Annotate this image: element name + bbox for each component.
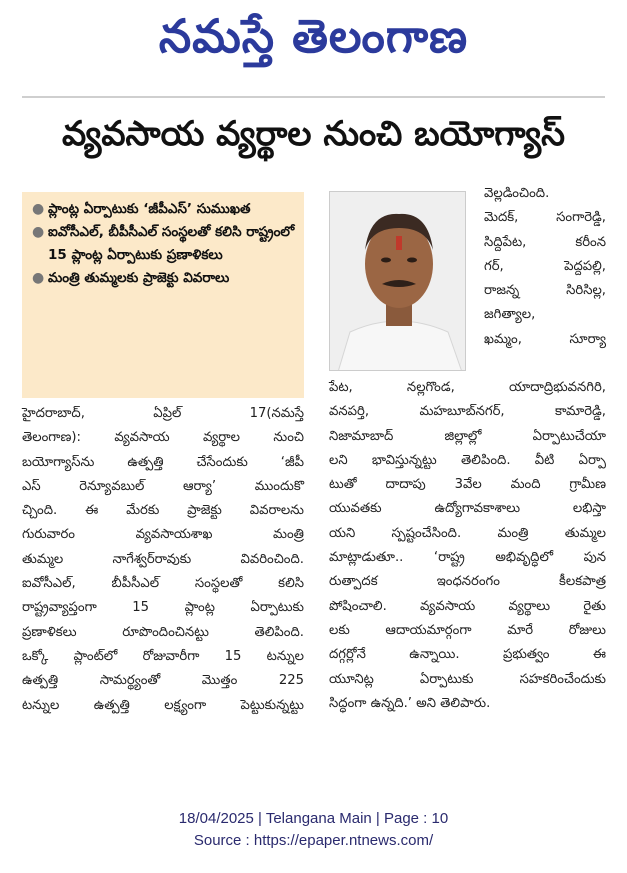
text-line: ఐవోసీఎల్, బీపీసీఎల్ సంస్థలతో కలిసి bbox=[22, 576, 304, 592]
text-line: మాట్లాడుతూ.. ‘రాష్ట్ర అభివృద్ధిలో పున bbox=[329, 550, 606, 566]
text-line: పేట, నల్లగొండ, యాదాద్రిభువనగిరి, bbox=[329, 380, 606, 395]
text-line: మెదక్, సంగారెడ్డి, bbox=[484, 210, 606, 226]
text-line: పోషించాలి. వ్యవసాయ వ్యర్థాలు రైతు bbox=[329, 598, 606, 614]
article-headline: వ్యవసాయ వ్యర్థాల నుంచి బయోగ్యాస్ bbox=[62, 114, 565, 154]
text-line: రుత్పాదక ఇంధనరంగం కీలకపాత్ర bbox=[329, 574, 606, 590]
text-line: రాజన్న సిరిసిల్ల, bbox=[484, 283, 606, 299]
article-column-right bbox=[329, 376, 606, 716]
footer-source: Source : https://epaper.ntnews.com/ bbox=[193, 832, 434, 849]
text-line: హైదరాబాద్, ఏప్రిల్ 17(నమస్తే bbox=[22, 406, 304, 421]
article-column-left bbox=[22, 402, 304, 718]
text-line: చ్చింది. ఈ మేరకు ప్రాజెక్టు వివరాలను bbox=[22, 503, 304, 519]
text-line: యూనిట్ల ఏర్పాటుకు సహకరించేందుకు bbox=[329, 671, 606, 687]
highlight-item: ● ఐవోసీఎల్, బీపీసీఎల్ సంస్థలతో కలిసి రాష్ట్రంలో 15 ప్లాంట్ల ఏర్పాటుకు ప్రణాళికలు bbox=[32, 221, 296, 267]
text-line: జగిత్యాల, bbox=[484, 307, 536, 323]
text-line: ఖమ్మం, సూర్యా bbox=[484, 331, 606, 347]
footer-date-page: 18/04/2025 | Telangana Main | Page : 10 bbox=[178, 810, 449, 827]
bullet-icon: ● bbox=[32, 270, 45, 286]
highlights-box bbox=[22, 192, 304, 398]
text-line: వెల్లడించింది. bbox=[484, 186, 550, 201]
highlight-item: ● ప్లాంట్ల ఏర్పాటుకు ‘జీపీఎస్’ సుముఖత bbox=[32, 198, 296, 221]
highlight-item: ● మంత్రి తుమ్మలకు ప్రాజెక్టు వివరాలు bbox=[32, 267, 296, 290]
text-line: లని భావిస్తున్నట్టు తెలిపింది. వీటి ఏర్పా bbox=[329, 452, 606, 468]
divider bbox=[22, 96, 605, 98]
text-line: బయోగ్యాస్‌ను ఉత్పత్తి చేసేందుకు ‘జీపీ bbox=[22, 454, 304, 470]
masthead bbox=[0, 0, 627, 84]
article-column-right-top bbox=[484, 182, 606, 352]
text-line: లకు ఆదాయమార్గంగా మారే రోజులు bbox=[329, 622, 606, 638]
text-line: యువతకు ఉద్యోగావకాశాలు లభిస్తా bbox=[329, 501, 606, 517]
text-line: ప్రణాళికలు రూపొందించినట్టు తెలిపింది. bbox=[22, 624, 304, 640]
bullet-icon: ● bbox=[32, 201, 45, 217]
text-line: నిజామాబాద్ జిల్లాల్లో ఏర్పాటుచేయా bbox=[329, 428, 606, 444]
text-line: ఉత్పత్తి సామర్థ్యంతో మొత్తం 225 bbox=[22, 673, 304, 689]
text-line: వనపర్తి, మహబూబ్‌నగర్, కామారెడ్డి, bbox=[329, 404, 606, 420]
text-line: తుమ్మల నాగేశ్వర్‌రావుకు వివరించింది. bbox=[22, 551, 304, 567]
text-line: ఎస్ రెన్యూవబుల్ ఆర్యా’ ముందుకొ bbox=[22, 478, 304, 494]
text-line: దగ్గర్లోనే ఉన్నాయి. ప్రభుత్వం ఈ bbox=[329, 647, 606, 663]
text-line: టుతో దాదాపు 3వేల మంది గ్రామీణ bbox=[329, 477, 606, 493]
text-line: తెలంగాణ): వ్యవసాయ వ్యర్థాల నుంచి bbox=[22, 430, 304, 446]
text-line: ఒక్కో ప్లాంట్‌లో రోజువారీగా 15 టన్నుల bbox=[22, 648, 304, 664]
masthead-title: నమస్తే తెలంగాణ bbox=[158, 9, 469, 63]
person-photo-icon bbox=[329, 191, 466, 371]
text-line: సిద్ధంగా ఉన్నది.’ అని తెలిపారు. bbox=[329, 695, 491, 711]
bullet-icon: ● bbox=[32, 224, 45, 240]
text-line: యని స్పష్టంచేసింది. మంత్రి తుమ్మల bbox=[329, 525, 606, 541]
text-line: గర్, పెద్దపల్లి, bbox=[484, 258, 606, 274]
text-line: గురువారం వ్యవసాయశాఖ మంత్రి bbox=[22, 527, 304, 543]
text-line: సిద్దిపేట, కరీంన bbox=[484, 234, 606, 250]
text-line: టన్నుల ఉత్పత్తి లక్ష్యంగా పెట్టుకున్నట్టు bbox=[22, 697, 304, 713]
text-line: రాష్ట్రవ్యాప్తంగా 15 ప్లాంట్ల ఏర్పాటుకు bbox=[22, 600, 304, 616]
